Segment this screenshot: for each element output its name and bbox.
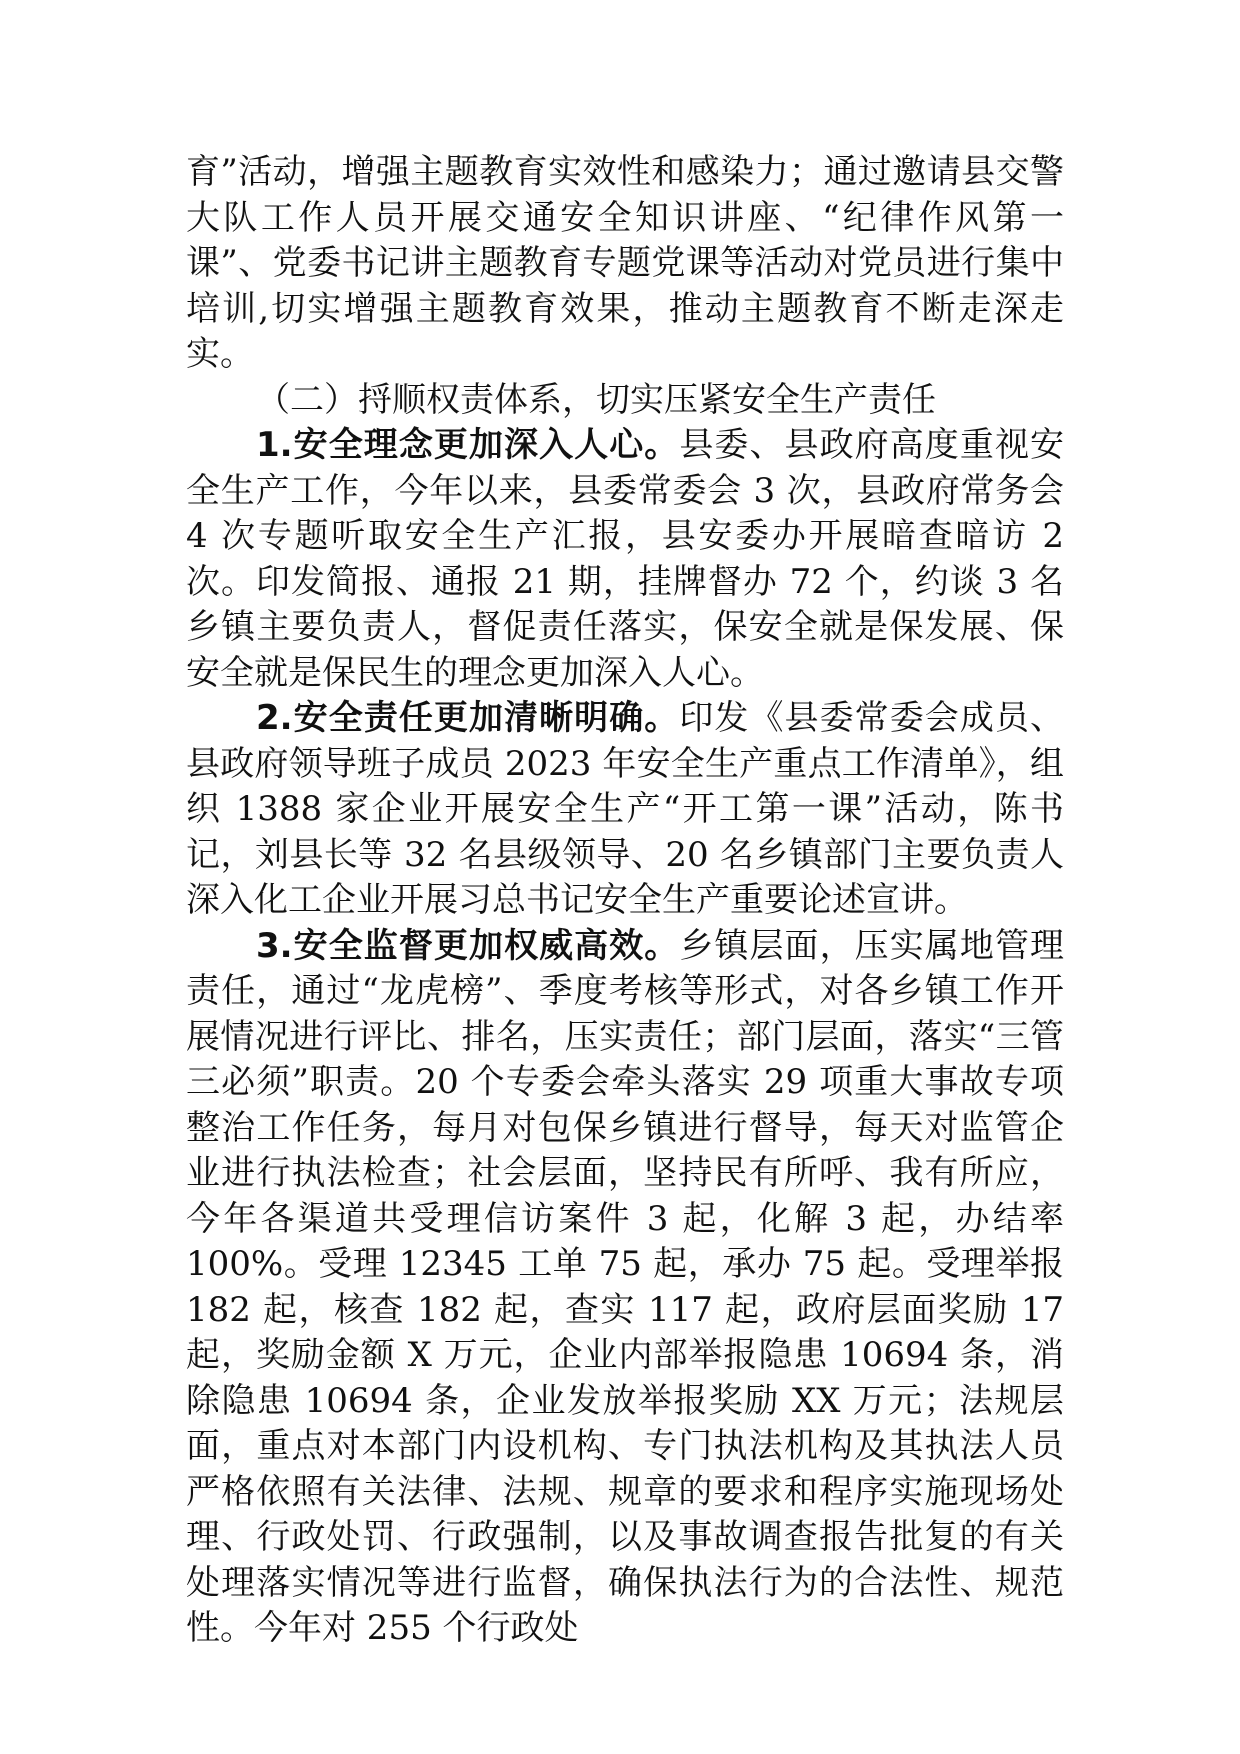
paragraph-item-2 bbox=[186, 696, 1064, 924]
item-2-lead: 2.安全责任更加清晰明确。 bbox=[256, 698, 680, 738]
item-3-lead: 3.安全监督更加权威高效。 bbox=[256, 925, 680, 966]
document-page bbox=[186, 150, 1064, 1652]
paragraph-item-3 bbox=[186, 924, 1064, 1652]
paragraph-continuation bbox=[186, 150, 1064, 378]
paragraph-item-1 bbox=[186, 423, 1064, 696]
section-heading bbox=[186, 378, 1064, 424]
item-1-lead: 1.安全理念更加深入人心。 bbox=[256, 425, 680, 465]
item-2-text: 印发《县委常委会成员、县政府领导班子成员 2023 年安全生产重点工作清单》，组织 1388 家企业开展安全生产“开工第一课”活动，陈书记，刘县长等 32 名县级领导、20 名乡镇部门主要负责人深入化工企业开展习总书记安全生产重要论述宣讲。 bbox=[186, 698, 1065, 920]
item-1-text: 县委、县政府高度重视安全生产工作，今年以来，县委常委会 3 次，县政府常务会 4 次专题听取安全生产汇报，县安委办开展暗查暗访 2 次。印发简报、通报 21 期，挂牌督办 72 个，约谈 3 名乡镇主要负责人，督促责任落实，保安全就是保发展、保安全就是保民生的理念更加深入人心。 bbox=[186, 425, 1065, 693]
section-heading-text: （二）捋顺权责体系，切实压紧安全生产责任 bbox=[256, 379, 936, 420]
paragraph-text: 育”活动，增强主题教育实效性和感染力；通过邀请县交警大队工作人员开展交通安全知识讲座、“纪律作风第一课”、党委书记讲主题教育专题党课等活动对党员进行集中培训,切实增强主题教育效果，推动主题教育不断走深走实。 bbox=[186, 152, 1064, 374]
item-3-text: 乡镇层面，压实属地管理责任，通过“龙虎榜”、季度考核等形式，对各乡镇工作开展情况进行评比、排名，压实责任；部门层面，落实“三管三必须”职责。20 个专委会牵头落实 29 项重大事故专项整治工作任务，每月对包保乡镇进行督导，每天对监管企业进行执法检查；社会层面，坚持民有所呼、我有所应，今年各渠道共受理信访案件 3 起，化解 3 起，办结率 100%。受理 12345 工单 75 起，承办 75 起。受理举报 182 起，核查 182 起，查实 117 起，政府层面奖励 17 起，奖励金额 X 万元，企业内部举报隐患 10694 条，消除隐患 10694 条，企业发放举报奖励 XX 万元；法规层面，重点对本部门内设机构、专门执法机构及其执法人员严格依照有关法律、法规、规章的要求和程序实施现场处理、行政处罚、行政强制，以及事故调查报告批复的有关处理落实情况等进行监督，确保执法行为的合法性、规范性。今年对 255 个行政处 bbox=[186, 925, 1065, 1648]
